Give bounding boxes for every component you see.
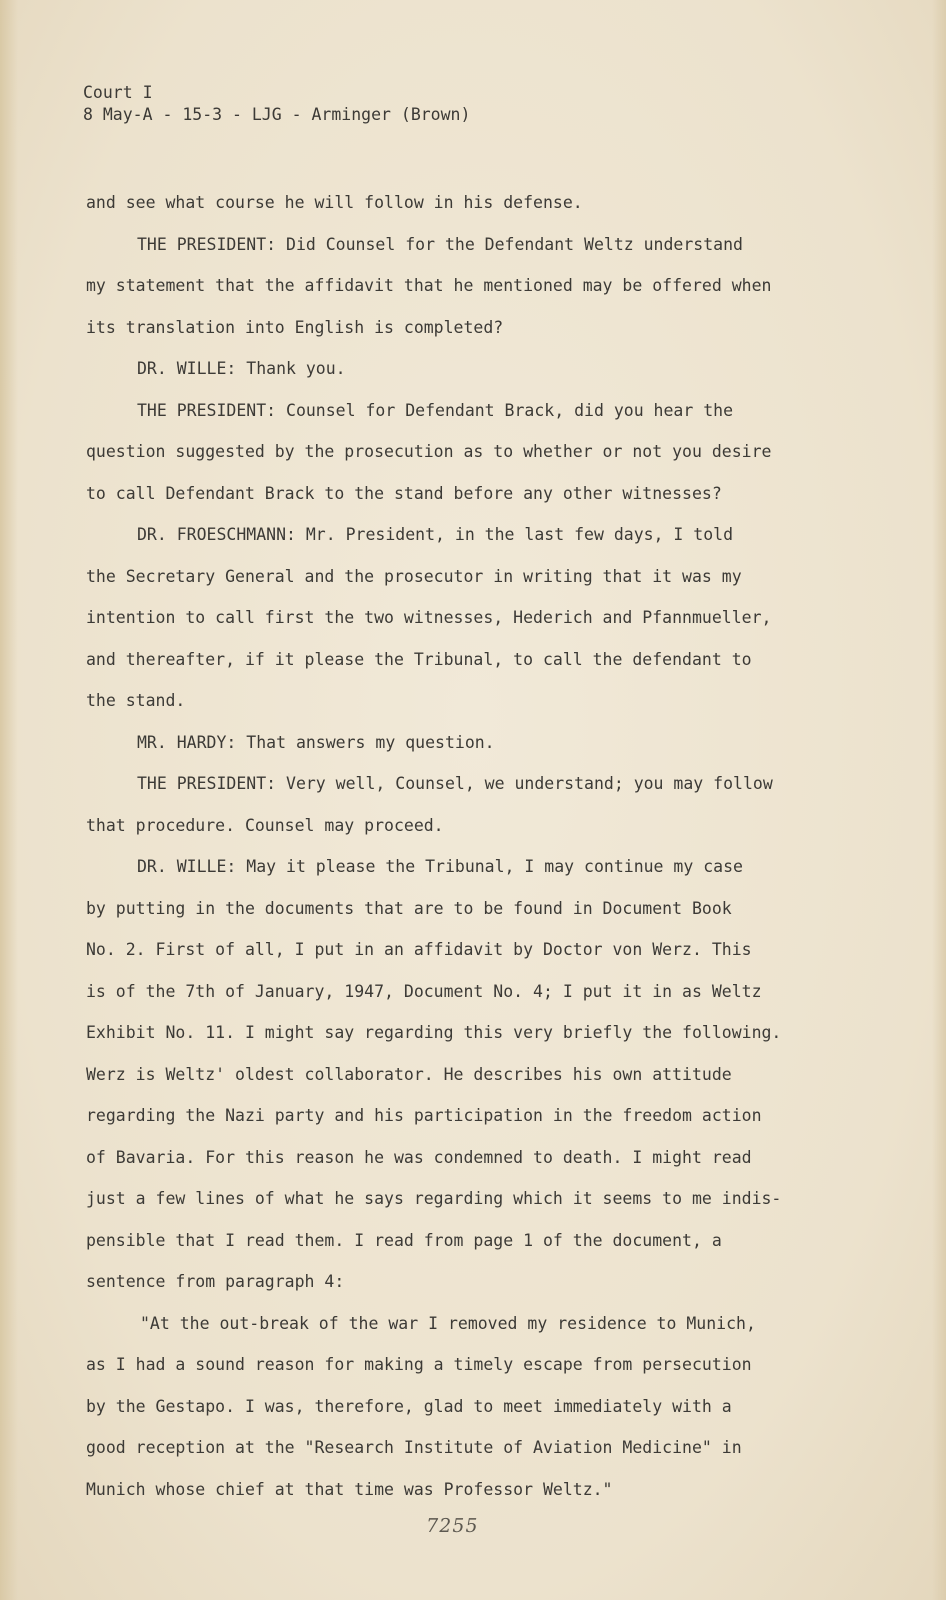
quotation-line: good reception at the "Research Institute of Aviation Medicine" in (86, 1438, 742, 1457)
transcript-line: the Secretary General and the prosecutor in writing that it was my (86, 566, 742, 586)
transcript-line: Exhibit No. 11. I might say regarding this very briefly the following. (86, 1023, 782, 1042)
quotation-line: Munich whose chief at that time was Professor Weltz." (86, 1479, 613, 1499)
session-label: 8 May-A - 15-3 - LJG - Arminger (Brown) (83, 105, 471, 124)
transcript-line: DR. FROESCHMANN: Mr. President, in the last few days, I told (137, 525, 734, 544)
transcript-line: No. 2. First of all, I put in an affidavit by Doctor von Werz. This (86, 940, 752, 959)
transcript-line: to call Defendant Brack to the stand before any other witnesses? (86, 483, 722, 503)
page-header (83, 82, 470, 126)
transcript-line: sentence from paragraph 4: (86, 1272, 345, 1291)
transcript-line: and thereafter, if it please the Tribunal, to call the defendant to (86, 649, 752, 669)
transcript-line: DR. WILLE: Thank you. (137, 359, 346, 378)
transcript-line: MR. HARDY: That answers my question. (137, 732, 495, 752)
transcript-line: the stand. (86, 691, 186, 710)
court-label: Court I (83, 83, 153, 102)
transcript-line: and see what course he will follow in his defense. (86, 193, 583, 212)
transcript-line: of Bavaria. For this reason he was condemned to death. I might read (86, 1147, 752, 1167)
page-number: 7255 (424, 1515, 481, 1537)
transcript-line: question suggested by the prosecution as to whether or not you desire (86, 442, 772, 461)
transcript-line: regarding the Nazi party and his participation in the freedom action (86, 1106, 762, 1125)
transcript-line: by putting in the documents that are to be found in Document Book (86, 898, 732, 918)
transcript-line: DR. WILLE: May it please the Tribunal, I may continue my case (137, 857, 743, 876)
transcript-line: is of the 7th of January, 1947, Document No. 4; I put it in as Weltz (86, 981, 762, 1001)
quotation-line: "At the out-break of the war I removed my residence to Munich, (140, 1313, 756, 1333)
transcript-line: intention to call first the two witnesses, Hederich and Pfannmueller, (86, 608, 772, 627)
transcript-line: its translation into English is completed? (86, 317, 504, 337)
transcript-line: pensible that I read them. I read from page 1 of the document, a (86, 1230, 722, 1250)
transcript-line: THE PRESIDENT: Counsel for Defendant Brack, did you hear the (137, 400, 734, 420)
transcript-line: Werz is Weltz' oldest collaborator. He describes his own attitude (86, 1064, 732, 1084)
transcript-line: THE PRESIDENT: Did Counsel for the Defendant Weltz understand (137, 234, 743, 254)
quotation-line: by the Gestapo. I was, therefore, glad to meet immediately with a (86, 1396, 732, 1416)
transcript-body (86, 182, 781, 1510)
transcript-line: just a few lines of what he says regarding which it seems to me indis- (86, 1189, 782, 1208)
transcript-line: THE PRESIDENT: Very well, Counsel, we understand; you may follow (137, 774, 773, 793)
transcript-line: my statement that the affidavit that he mentioned may be offered when (86, 276, 772, 295)
transcript-line: that procedure. Counsel may proceed. (86, 815, 444, 835)
quotation-line: as I had a sound reason for making a timely escape from persecution (86, 1355, 752, 1374)
